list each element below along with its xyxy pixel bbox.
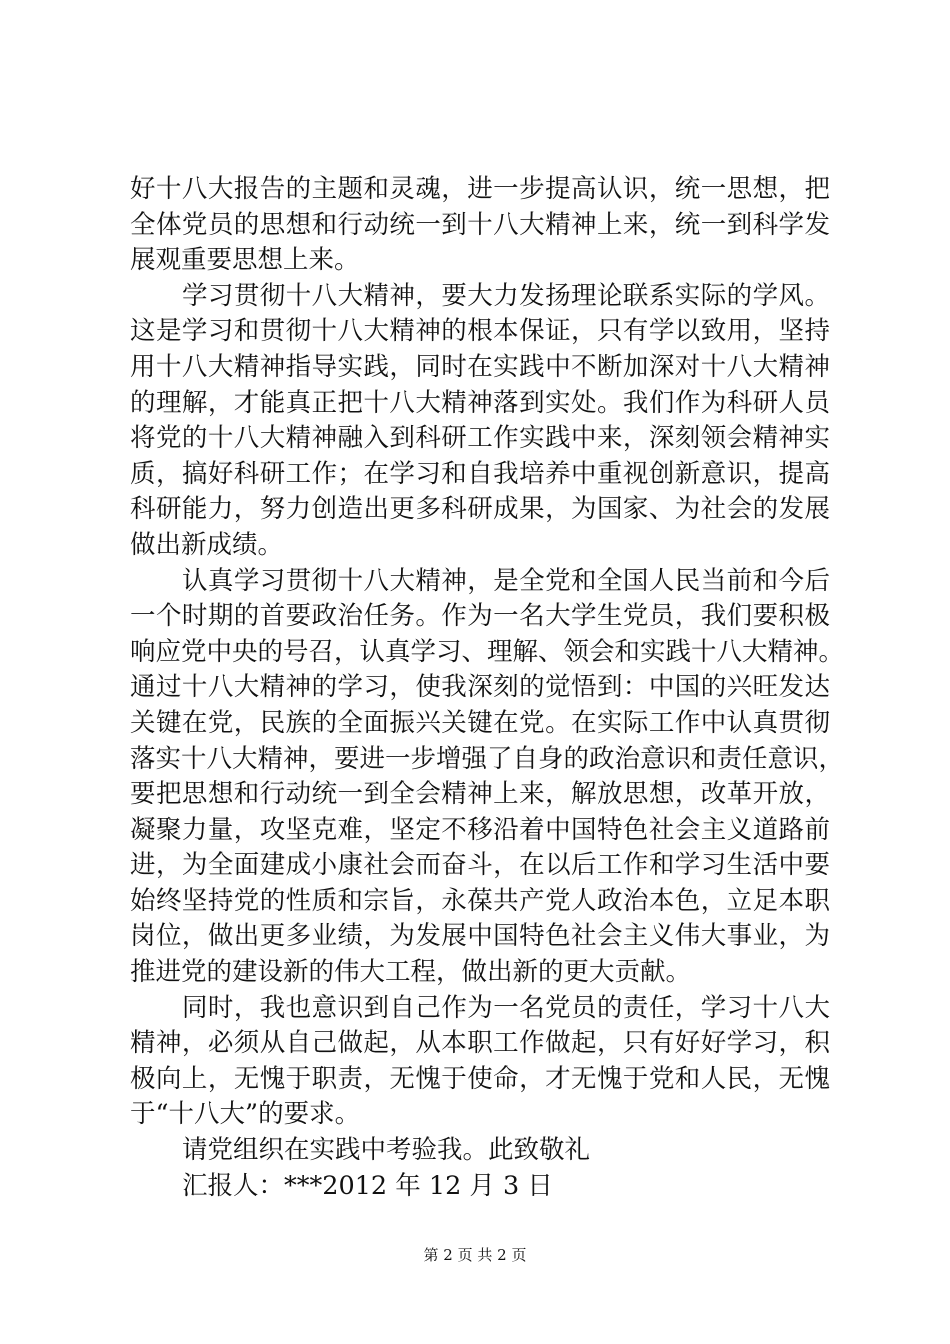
text-line: 通过十八大精神的学习，使我深刻的觉悟到：中国的兴旺发达 (130, 672, 830, 703)
text-line: 一个时期的首要政治任务。作为一名大学生党员，我们要积极 (130, 601, 830, 632)
text-line: 用十八大精神指导实践，同时在实践中不断加深对十八大精神 (130, 351, 830, 382)
page-footer: 第 2 页 共 2 页 (423, 1246, 527, 1264)
text-line: 进，为全面建成小康社会而奋斗，在以后工作和学习生活中要 (130, 850, 830, 881)
text-line: 岗位，做出更多业绩，为发展中国特色社会主义伟大事业，为 (130, 921, 830, 952)
text-line: 学习贯彻十八大精神，要大力发扬理论联系实际的学风。 (182, 280, 830, 311)
text-line: 好十八大报告的主题和灵魂，进一步提高认识，统一思想，把 (130, 174, 830, 204)
text-line: 响应党中央的号召，认真学习、理解、领会和实践十八大精神。 (130, 636, 845, 667)
text-line: 质，搞好科研工作；在学习和自我培养中重视创新意识，提高 (130, 458, 830, 489)
document-body (130, 172, 845, 1204)
text-line: 科研能力，努力创造出更多科研成果，为国家、为社会的发展 (130, 494, 830, 525)
text-line: 始终坚持党的性质和宗旨，永葆共产党人政治本色，立足本职 (130, 885, 830, 916)
text-line: 做出新成绩。 (130, 529, 284, 560)
text-line: 的理解，才能真正把十八大精神落到实处。我们作为科研人员 (130, 387, 830, 418)
text-line: 凝聚力量，攻坚克难，坚定不移沿着中国特色社会主义道路前 (130, 814, 830, 845)
text-line: 展观重要思想上来。 (130, 245, 360, 276)
text-line: 精神，必须从自己做起，从本职工作做起，只有好好学习，积 (130, 1028, 830, 1059)
text-line: 认真学习贯彻十八大精神，是全党和全国人民当前和今后 (182, 565, 830, 596)
text-line: 极向上，无愧于职责，无愧于使命，才无愧于党和人民，无愧 (130, 1063, 830, 1094)
text-line: 将党的十八大精神融入到科研工作实践中来，深刻领会精神实 (130, 423, 830, 454)
text-line: 推进党的建设新的伟大工程，做出新的更大贡献。 (130, 957, 692, 988)
text-line: 于“十八大”的要求。 (130, 1099, 361, 1130)
text-line: 要把思想和行动统一到全会精神上来，解放思想，改革开放， (130, 779, 830, 810)
text-line: 同时，我也意识到自己作为一名党员的责任，学习十八大 (182, 992, 830, 1023)
text-line: 落实十八大精神，要进一步增强了自身的政治意识和责任意识， (130, 743, 845, 774)
text-line: 全体党员的思想和行动统一到十八大精神上来，统一到科学发 (130, 209, 830, 240)
text-line: 汇报人：***2012 年 12 月 3 日 (182, 1170, 553, 1201)
text-line: 请党组织在实践中考验我。此致敬礼 (182, 1135, 591, 1166)
text-line: 这是学习和贯彻十八大精神的根本保证，只有学以致用，坚持 (130, 316, 830, 347)
text-line: 关键在党，民族的全面振兴关键在党。在实际工作中认真贯彻 (130, 707, 830, 738)
